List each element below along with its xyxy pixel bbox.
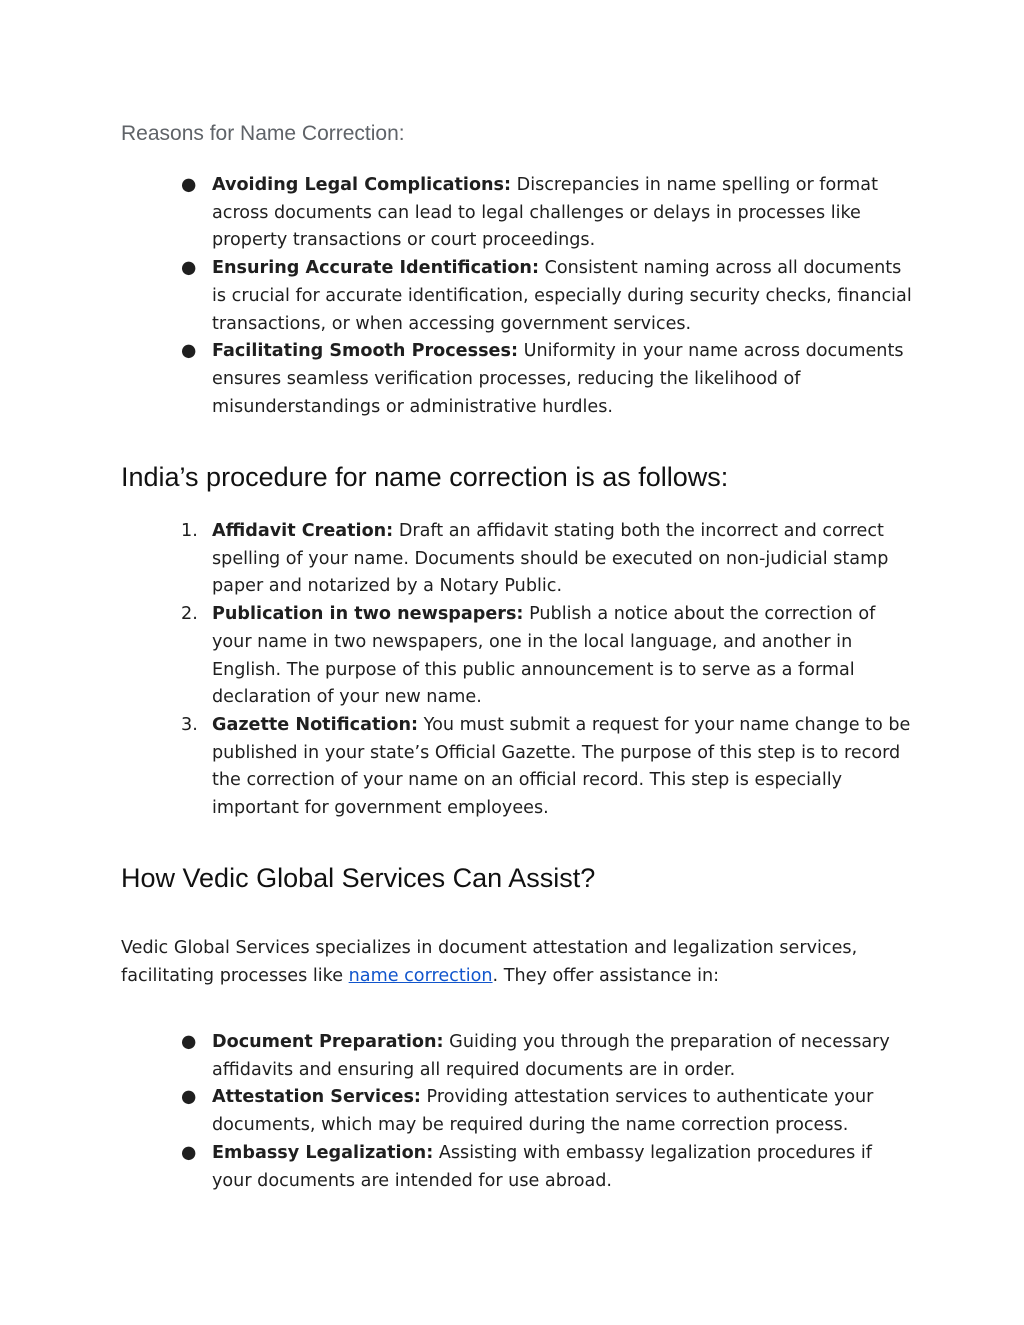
list-item — [181, 1084, 912, 1139]
bullet-marker: ● — [181, 1087, 197, 1108]
step-text: Draft an affidavit stating both the incorrect and correct spelling of your name. Documents should be executed on non-judicial stamp paper and notarized by a Notary Public. — [212, 521, 889, 597]
item-text: Discrepancies in name spelling or format across documents can lead to legal challenges or delays in processes like property transactions or court proceedings. — [212, 175, 878, 251]
list-item — [181, 255, 912, 338]
list-item — [181, 601, 912, 712]
item-title: Embassy Legalization: — [212, 1142, 434, 1163]
list-item — [181, 518, 912, 601]
bullet-marker: ● — [181, 341, 197, 362]
item-text: Uniformity in your name across documents ensures seamless verification processes, reducing the likelihood of misunderstandings or administrative hurdles. — [212, 341, 904, 417]
procedure-steps — [181, 518, 912, 823]
assist-intro — [121, 935, 911, 990]
step-title: Publication in two newspapers: — [212, 604, 524, 625]
step-text: You must submit a request for your name change to be published in your state’s Official Gazette. The purpose of this step is to record the correction of your name on an official record. This step is especially important for government employees. — [212, 714, 911, 819]
item-title: Avoiding Legal Complications: — [212, 175, 512, 195]
bullet-marker: ● — [181, 258, 197, 279]
list-item — [181, 1029, 912, 1084]
item-text: Consistent naming across all documents is crucial for accurate identification, especially during security checks, financial transactions, or when accessing government services. — [212, 258, 912, 334]
step-number: 3. — [181, 714, 198, 735]
list-item — [181, 338, 912, 421]
item-title: Document Preparation: — [212, 1032, 444, 1052]
name-correction-link[interactable]: name correction — [348, 965, 493, 986]
bullet-marker: ● — [181, 175, 197, 195]
procedure-heading: India’s procedure for name correction is as follows: — [121, 462, 729, 492]
item-title: Facilitating Smooth Processes: — [212, 341, 518, 362]
step-text: Publish a notice about the correction of your name in two newspapers, one in the local language, and another in English. The purpose of this public announcement is to serve as a formal declaration of your new name. — [212, 604, 876, 708]
bullet-marker: ● — [181, 1142, 197, 1163]
step-title: Affidavit Creation: — [212, 521, 394, 541]
reasons-heading: Reasons for Name Correction: — [121, 122, 405, 145]
intro-text: Vedic Global Services specializes in document attestation and legalization services, facilitating processes like — [121, 938, 858, 986]
assist-heading: How Vedic Global Services Can Assist? — [121, 863, 596, 893]
item-title: Ensuring Accurate Identification: — [212, 258, 539, 279]
item-text: Providing attestation services to authenticate your documents, which may be required during the name correction process. — [212, 1087, 874, 1136]
list-item — [181, 1140, 912, 1195]
assist-list — [181, 1029, 912, 1195]
item-title: Attestation Services: — [212, 1087, 421, 1108]
step-number: 1. — [181, 521, 198, 541]
intro-text-end: . They offer assistance in: — [492, 965, 720, 986]
list-item — [181, 172, 912, 255]
item-text: Guiding you through the preparation of necessary affidavits and ensuring all required documents are in order. — [212, 1032, 890, 1080]
list-item — [181, 712, 912, 823]
step-title: Gazette Notification: — [212, 714, 419, 735]
reasons-list — [181, 172, 912, 421]
step-number: 2. — [181, 604, 198, 625]
bullet-marker: ● — [181, 1032, 197, 1052]
item-text: Assisting with embassy legalization procedures if your documents are intended for use abroad. — [212, 1142, 872, 1191]
